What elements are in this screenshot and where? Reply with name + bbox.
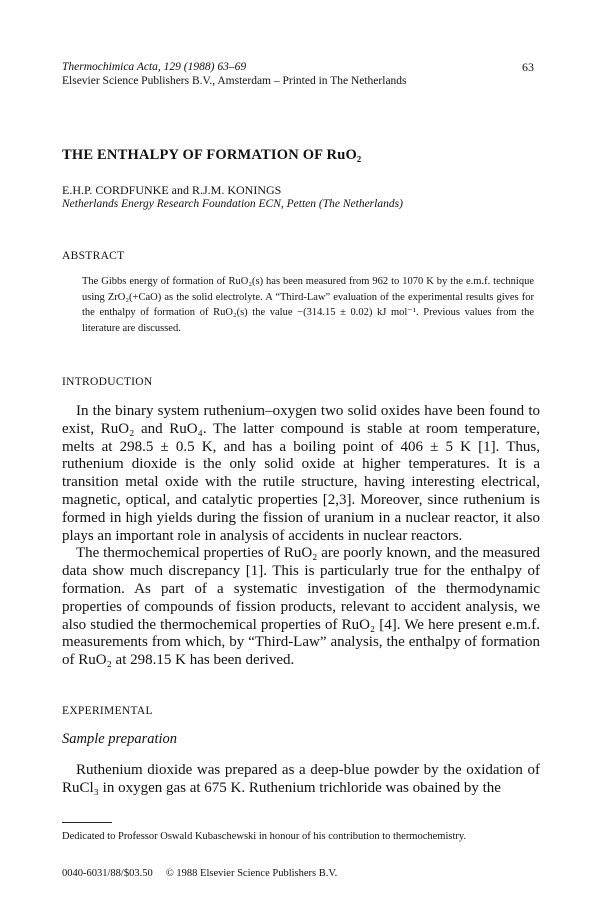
sample-preparation-subheading: Sample preparation — [62, 731, 178, 747]
copyright-line: 0040-6031/88/$03.50 © 1988 Elsevier Science Publishers B.V. — [62, 868, 338, 879]
footnote-dedication: Dedicated to Professor Oswald Kubaschewski in honour of his contribution to thermochemistry. — [62, 831, 467, 842]
footnote-rule — [62, 822, 112, 823]
abstract-text: The Gibbs energy of formation of RuO₂(s) has been measured from 962 to 1070 K by the e.m.f. technique using ZrO₂(+CaO) as the solid electrolyte. A “Third-Law” evaluation of the experimental results gives for the enthalpy of formation of RuO₂(s) the value −(314.15 ± 0.02) kJ mol⁻¹. Previous values from the literature are discussed. — [82, 276, 534, 334]
abstract-heading: ABSTRACT — [62, 250, 125, 262]
intro-paragraph-2: The thermochemical properties of RuO₂ are poorly known, and the measured data show much discrepancy [1]. This is particularly true for the enthalpy of formation. As part of a systematic investigation of the thermodynamic properties of compounds of fission products, relevant to accident analysis, we also studied the thermochemical properties of RuO₂ [4]. We here present e.m.f. measurements from which, by “Third-Law” analysis, the enthalpy of formation of RuO₂ at 298.15 K has been derived. — [62, 545, 540, 669]
affiliation: Netherlands Energy Research Foundation ECN, Petten (The Netherlands) — [62, 198, 403, 210]
experimental-heading: EXPERIMENTAL — [62, 705, 153, 717]
journal-citation: Thermochimica Acta, 129 (1988) 63–69 — [62, 61, 247, 73]
experimental-body — [62, 762, 540, 798]
introduction-body — [62, 403, 540, 670]
abstract-body — [82, 274, 534, 336]
authors: E.H.P. CORDFUNKE and R.J.M. KONINGS — [62, 183, 282, 197]
page-number: 63 — [522, 60, 534, 74]
experimental-paragraph: Ruthenium dioxide was prepared as a deep-blue powder by the oxidation of RuCl₃ in oxygen gas at 675 K. Ruthenium trichloride was obained by the — [62, 762, 540, 796]
intro-paragraph-1: In the binary system ruthenium–oxygen two solid oxides have been found to exist, RuO₂ and RuO₄. The latter compound is stable at room temperature, melts at 298.5 ± 0.5 K, and has a boiling point of 406 ± 5 K [1]. Thus, ruthenium dioxide is the only solid oxide at higher temperatures. It is a transition metal oxide with the rutile structure, having interesting electrical, magnetic, optical, and catalytic properties [2,3]. Moreover, since ruthenium is formed in high yields during the fission of uranium in a nuclear reactor, it also plays an important role in analysis of accidents in nuclear reactors. — [62, 403, 540, 544]
introduction-heading: INTRODUCTION — [62, 376, 153, 388]
article-title: THE ENTHALPY OF FORMATION OF RuO₂ — [62, 147, 362, 163]
publisher-line: Elsevier Science Publishers B.V., Amsterdam – Printed in The Netherlands — [62, 75, 407, 87]
